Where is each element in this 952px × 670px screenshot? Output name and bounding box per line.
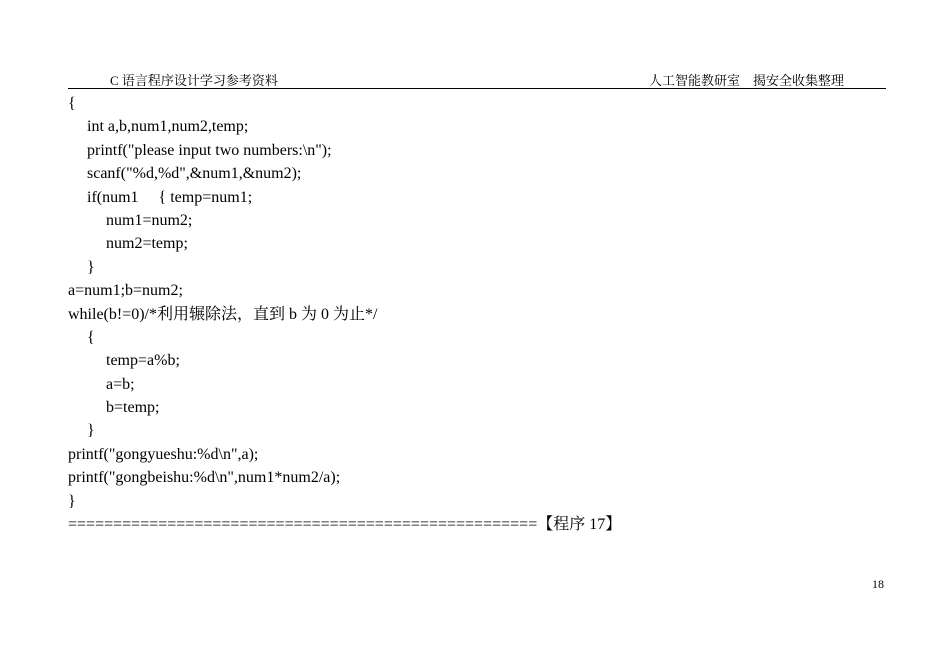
code-line: while(b!=0)/*利用辗除法，直到 b 为 0 为止*/: [68, 305, 378, 323]
header-divider: [68, 88, 886, 89]
code-line: printf("gongbeishu:%d\n",num1*num2/a);: [68, 469, 341, 487]
code-line: }: [87, 258, 95, 276]
code-line: {: [87, 328, 95, 346]
code-line: int a,b,num1,num2,temp;: [87, 118, 249, 136]
code-line: }: [68, 492, 76, 510]
code-line: b=temp;: [106, 399, 160, 417]
code-line: printf("gongyueshu:%d\n",a);: [68, 445, 259, 463]
code-block: [68, 92, 621, 536]
code-line: temp=a%b;: [106, 352, 180, 370]
code-line: {: [68, 95, 76, 112]
header-right-title: 人工智能教研室 揭安全收集整理: [648, 73, 844, 88]
section-separator: ====================================================【程序 17】: [68, 516, 622, 534]
code-line: if(num1 { temp=num1;: [87, 188, 253, 206]
code-line: a=b;: [106, 375, 135, 393]
page-number: 18: [872, 577, 884, 591]
header-left-title: C 语言程序设计学习参考资料: [110, 73, 278, 88]
code-line: printf("please input two numbers:\n");: [87, 141, 332, 159]
code-line: }: [87, 422, 95, 440]
code-line: num2=temp;: [106, 235, 188, 253]
code-line: scanf("%d,%d",&num1,&num2);: [87, 165, 302, 183]
code-line: num1=num2;: [106, 211, 193, 229]
code-line: a=num1;b=num2;: [68, 282, 183, 300]
